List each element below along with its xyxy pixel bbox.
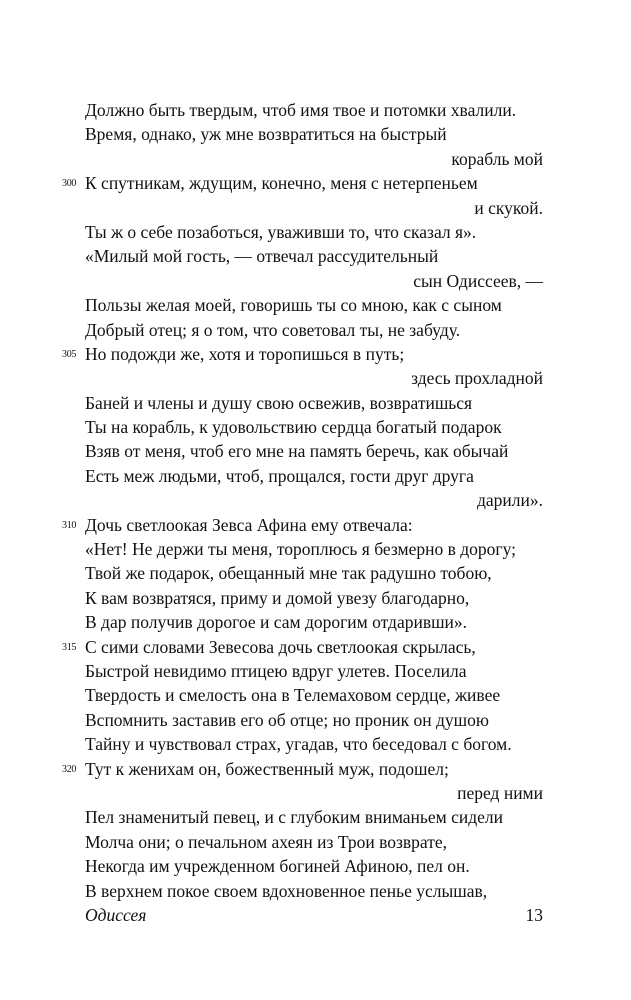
verse-line [0,537,631,561]
verse-line [0,610,631,634]
verse-line [0,488,631,512]
verse-line [0,708,631,732]
verse-text: Твой же подарок, обещанный мне так радушно тобою, [85,563,492,584]
line-number: 310 [62,519,77,531]
verse-line [0,220,631,244]
verse-text: С сими словами Зевесова дочь светлоокая скрылась, [85,636,476,657]
verse-line [0,415,631,439]
verse-line [0,781,631,805]
verse-text: здесь прохладной [411,368,543,389]
verse-text: Время, однако, уж мне возвратиться на быстрый [85,124,447,145]
verse-text: Тайну и чувствовал страх, угадав, что беседовал с богом. [85,734,512,755]
verse-text: Баней и члены и душу свою освежив, возвратишься [85,392,473,413]
verse-text: дарили». [476,490,543,511]
verse-line [0,732,631,756]
line-number: 300 [62,178,77,190]
verse-text: «Милый мой гость, — отвечал рассудительный [85,246,439,267]
verse-line [0,830,631,854]
verse-line [0,854,631,878]
verse-line [0,269,631,293]
verse-text: Быстрой невидимо птицею вдруг улетев. Поселила [85,660,467,681]
verse-text: Ты на корабль, к удовольствию сердца богатый подарок [85,417,502,438]
verse-line [0,513,631,537]
verse-line [0,122,631,146]
verse-line [0,805,631,829]
verse-text: Твердость и смелость она в Телемаховом сердце, живее [85,685,501,706]
verse-line [0,293,631,317]
verse-line [0,171,631,195]
verse-line [0,561,631,585]
verse-text: Некогда им учрежденном богиней Афиною, пел он. [85,856,470,877]
verse-text: корабль мой [451,148,543,169]
verse-text: Вспомнить заставив его об отце; но проник он душою [85,709,489,730]
verse-text: В дар получив дорогое и сам дорогим отдаривши». [85,612,468,633]
verse-line [0,879,631,903]
poem-text [0,98,631,903]
verse-text: Молча они; о печальном ахеян из Трои возврате, [85,831,448,852]
verse-text: Ты ж о себе позаботься, уваживши то, что сказал я». [85,221,477,242]
line-number: 320 [62,763,77,775]
verse-line [0,391,631,415]
verse-text: Тут к женихам он, божественный муж, подошел; [85,758,449,779]
verse-text: Есть меж людьми, чтоб, прощался, гости друг друга [85,465,474,486]
page-number: 13 [525,905,543,925]
line-number: 305 [62,348,77,360]
verse-text: Дочь светлоокая Зевса Афина ему отвечала: [85,514,413,535]
verse-line [0,683,631,707]
verse-line [0,244,631,268]
verse-text: перед ними [457,782,543,803]
verse-line [0,757,631,781]
verse-text: Пел знаменитый певец, и с глубоким вниманьем сидели [85,807,504,828]
verse-text: К спутникам, ждущим, конечно, меня с нетерпеньем [85,173,478,194]
verse-text: Но подожди же, хотя и торопишься в путь; [85,343,405,364]
verse-line [0,318,631,342]
verse-line [0,366,631,390]
line-number: 315 [62,641,77,653]
verse-text: Взяв от меня, чтоб его мне на память беречь, как обычай [85,441,509,462]
verse-line [0,635,631,659]
verse-line [0,439,631,463]
page-footer [85,902,543,928]
verse-line [0,147,631,171]
verse-text: и скукой. [474,197,543,218]
verse-text: В верхнем покое своем вдохновенное пенье услышав, [85,880,488,901]
running-title: Одиссея [85,905,147,925]
verse-text: «Нет! Не держи ты меня, тороплюсь я безмерно в дорогу; [85,539,516,560]
verse-text: К вам возвратяся, приму и домой увезу благодарно, [85,587,470,608]
verse-line [0,98,631,122]
verse-text: Пользы желая моей, говоришь ты со мною, как с сыном [85,295,502,316]
verse-line [0,342,631,366]
verse-line [0,196,631,220]
verse-text: Добрый отец; я о том, что советовал ты, не забуду. [85,319,461,340]
verse-text: сын Одиссеев, — [413,270,543,291]
verse-line [0,464,631,488]
verse-line [0,586,631,610]
verse-line [0,659,631,683]
verse-text: Должно быть твердым, чтоб имя твое и потомки хвалили. [85,100,517,120]
